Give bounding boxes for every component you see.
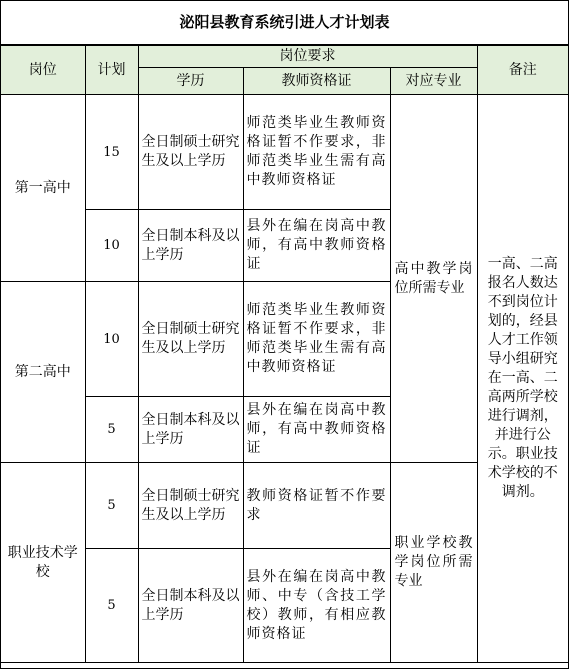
recruitment-plan-table	[1, 45, 568, 663]
header-plan: 计划	[85, 46, 138, 95]
header-certificate: 教师资格证	[243, 68, 390, 95]
plan-cell: 10	[85, 282, 138, 397]
certificate-cell: 县外在编在岗高中教师、中专（含技工学校）教师，有相应教师资格证	[243, 549, 390, 663]
plan-cell: 5	[85, 463, 138, 549]
plan-cell: 5	[85, 549, 138, 663]
position-cell: 第二高中	[1, 282, 85, 463]
certificate-cell: 县外在编在岗高中教师，有高中教师资格证	[243, 210, 390, 282]
education-cell: 全日制本科及以上学历	[138, 549, 243, 663]
header-education: 学历	[138, 68, 243, 95]
plan-cell: 15	[85, 95, 138, 210]
education-cell: 全日制硕士研究生及以上学历	[138, 95, 243, 210]
education-cell: 全日制硕士研究生及以上学历	[138, 463, 243, 549]
plan-cell: 10	[85, 210, 138, 282]
certificate-cell: 教师资格证暂不作要求	[243, 463, 390, 549]
table-title: 泌阳县教育系统引进人才计划表	[1, 1, 568, 45]
header-remarks: 备注	[477, 46, 568, 95]
header-row-top	[1, 46, 568, 68]
position-cell: 职业技术学校	[1, 463, 85, 663]
header-position: 岗位	[1, 46, 85, 95]
header-requirements: 岗位要求	[138, 46, 477, 68]
certificate-cell: 县外在编在岗高中教师，有高中教师资格证	[243, 397, 390, 463]
major-cell-high-school: 高中教学岗位所需专业	[390, 95, 477, 463]
plan-cell: 5	[85, 397, 138, 463]
certificate-cell: 师范类毕业生教师资格证暂不作要求，非师范类毕业生需有高中教师资格证	[243, 95, 390, 210]
education-cell: 全日制本科及以上学历	[138, 397, 243, 463]
position-cell: 第一高中	[1, 95, 85, 282]
table-row	[1, 95, 568, 210]
remarks-cell: 一高、二高报名人数达不到岗位计划的，经县人才工作领导小组研究在一高、二高两所学校进行调剂，并进行公示。职业技术学校的不调剂。	[477, 95, 568, 663]
header-major: 对应专业	[390, 68, 477, 95]
education-cell: 全日制硕士研究生及以上学历	[138, 282, 243, 397]
education-cell: 全日制本科及以上学历	[138, 210, 243, 282]
certificate-cell: 师范类毕业生教师资格证暂不作要求，非师范类毕业生需有高中教师资格证	[243, 282, 390, 397]
major-cell-vocational: 职业学校教学岗位所需专业	[390, 463, 477, 663]
